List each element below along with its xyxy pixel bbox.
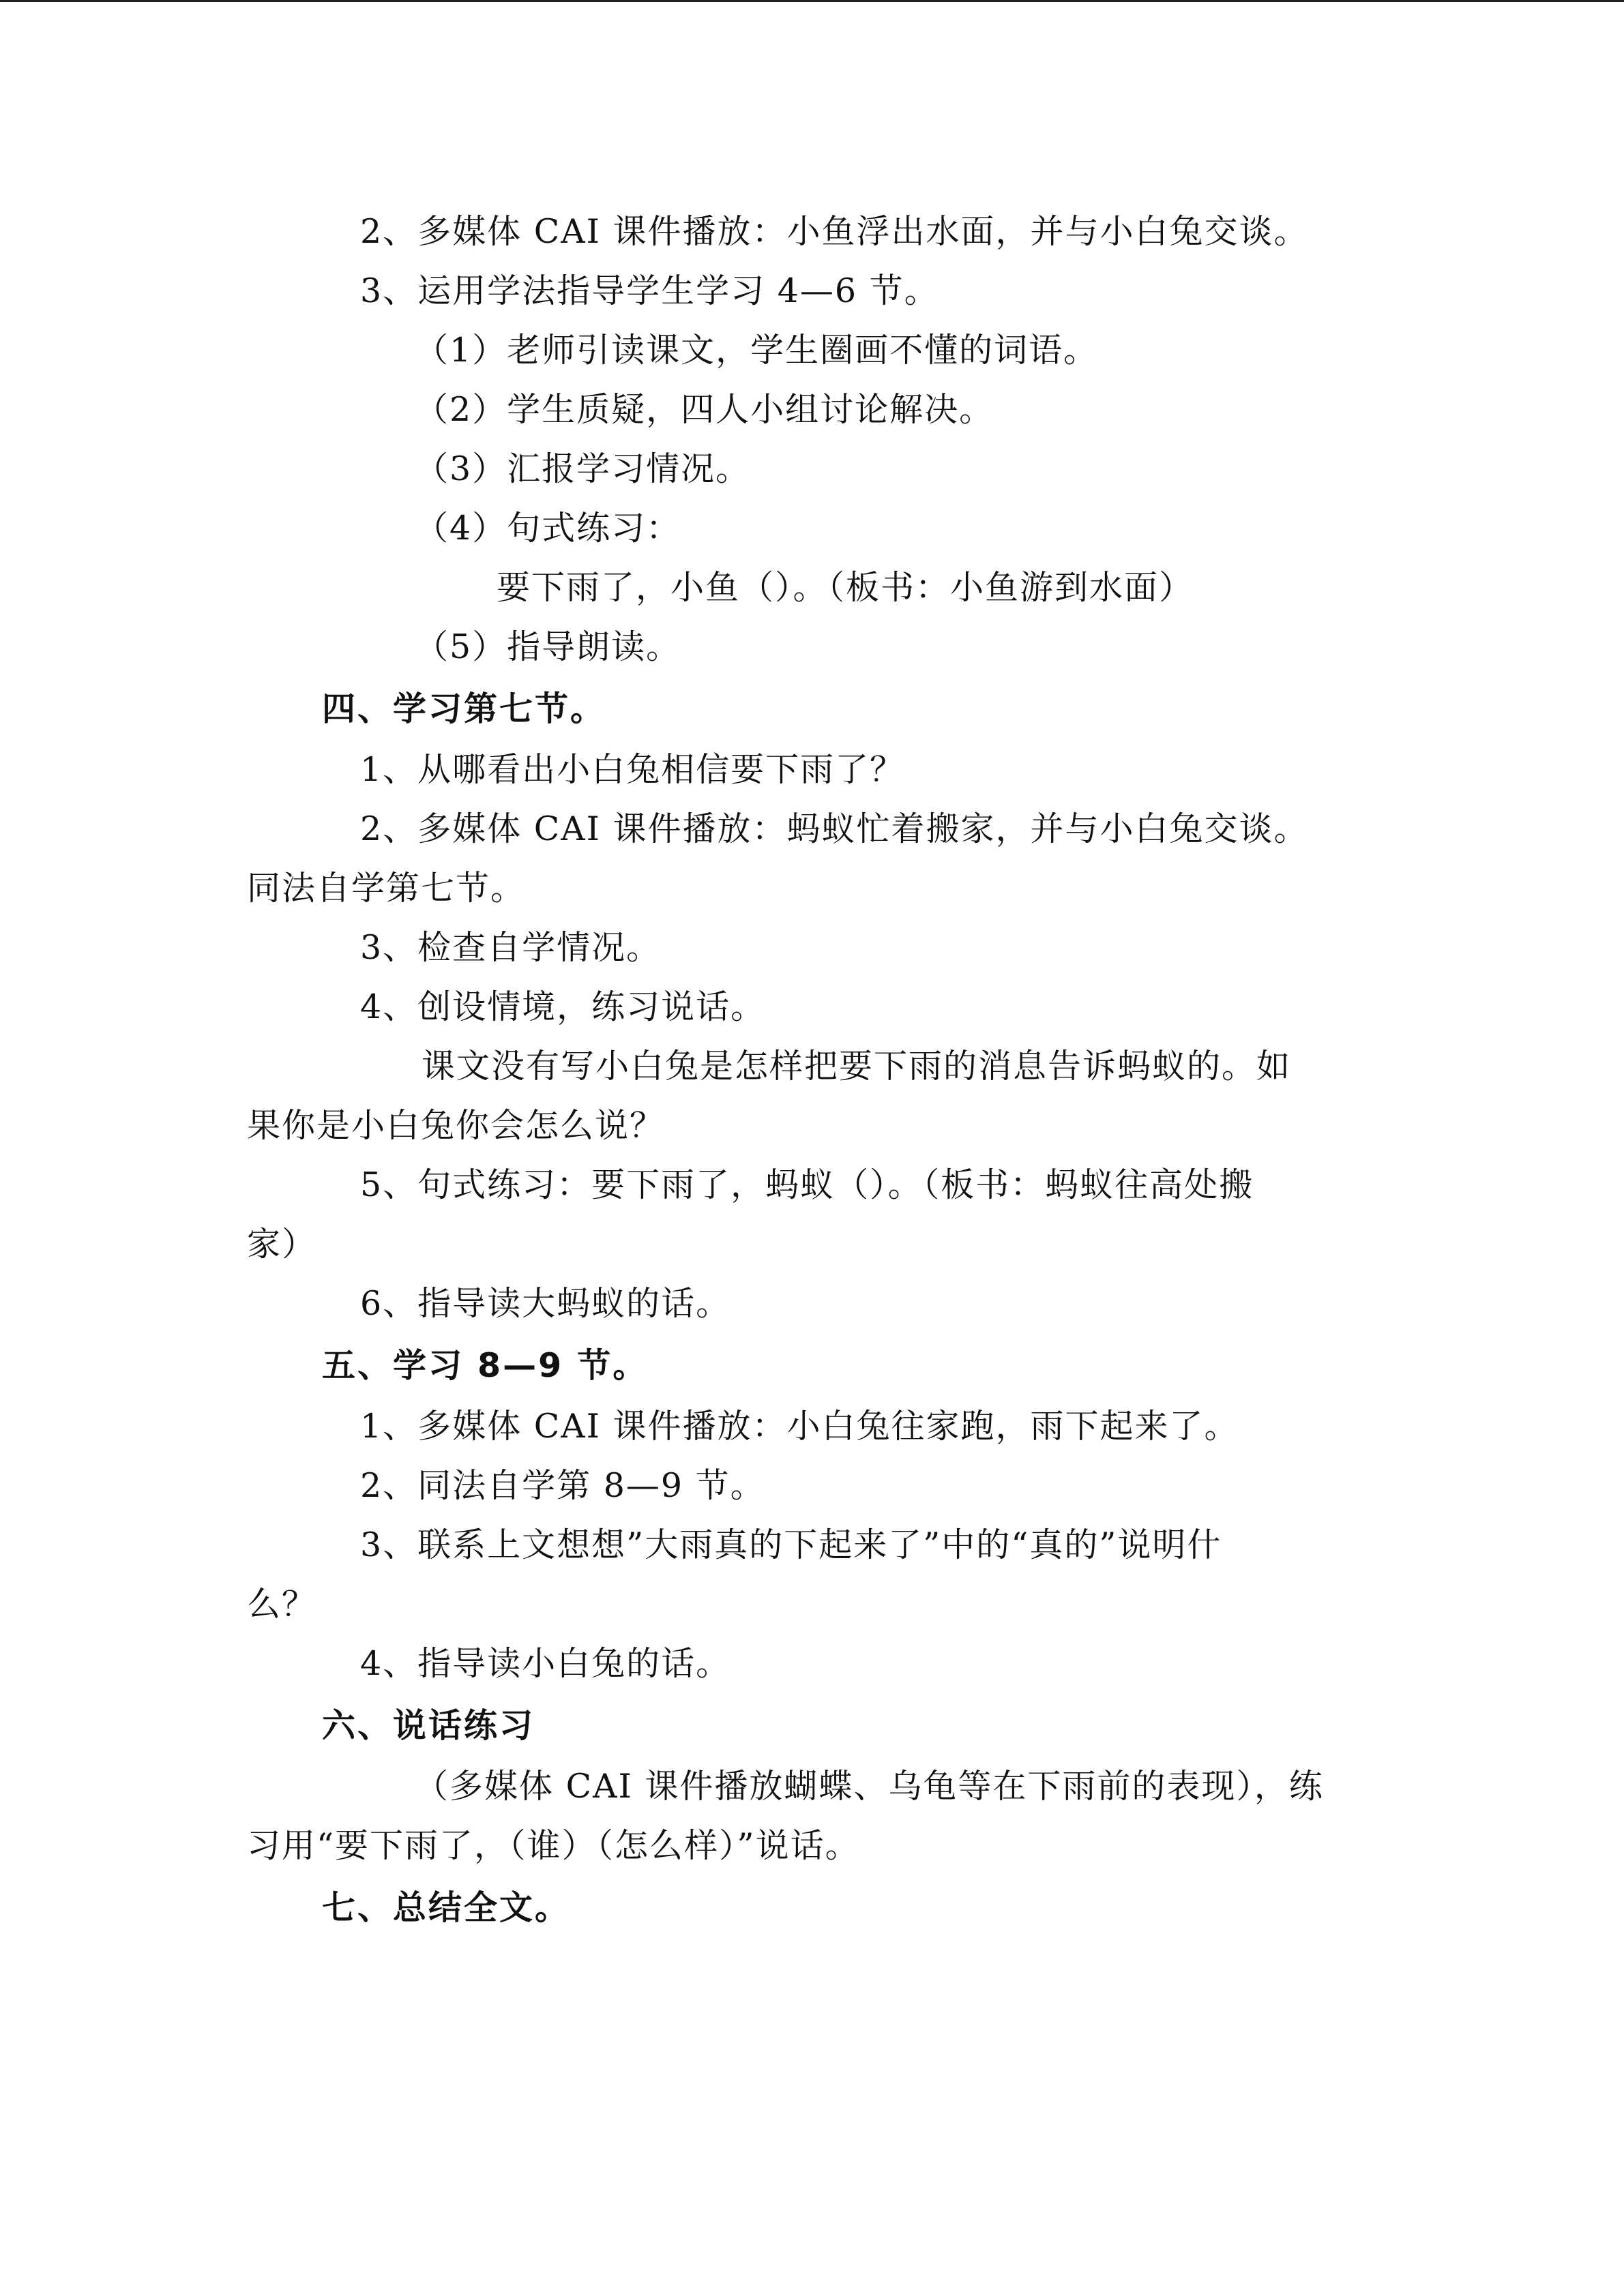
step-cai-ant: 2、多媒体 CAI 课件播放：蚂蚁忙着搬家，并与小白兔交谈。 [360, 809, 1309, 848]
step-read-rabbit: 4、指导读小白兔的话。 [360, 1644, 731, 1683]
substep-1: （1）老师引读课文，学生圈画不懂的词语。 [415, 331, 1099, 370]
step-cai-ant-cont: 同法自学第七节。 [247, 869, 526, 908]
speaking-practice: （多媒体 CAI 课件播放蝴蝶、乌龟等在下雨前的表现），练 [415, 1767, 1324, 1806]
step-cai-fish: 2、多媒体 CAI 课件播放：小鱼浮出水面，并与小白兔交谈。 [360, 212, 1309, 251]
step-context: 3、联系上文想想”大雨真的下起来了”中的“真的”说明什 [360, 1525, 1222, 1564]
scenario-text: 课文没有写小白兔是怎样把要下雨的消息告诉蚂蚁的。如 [422, 1047, 1292, 1086]
substep-3: （3）汇报学习情况。 [415, 449, 751, 488]
step-study-4-6: 3、运用学法指导学生学习 4—6 节。 [360, 271, 939, 310]
substep-4: （4）句式练习： [415, 509, 681, 548]
step-context-cont: 么？ [247, 1585, 317, 1624]
step-cai-rabbit: 1、多媒体 CAI 课件播放：小白兔往家跑，雨下起来了。 [360, 1407, 1239, 1446]
step-sentence-ant: 5、句式练习：要下雨了，蚂蚁（）。（板书：蚂蚁往高处搬 [360, 1165, 1254, 1204]
substep-5: （5）指导朗读。 [415, 627, 681, 666]
substep-2: （2）学生质疑，四人小组讨论解决。 [415, 390, 994, 429]
scenario-text-cont: 果你是小白兔你会怎么说？ [247, 1106, 665, 1145]
step-scenario: 4、创设情境，练习说话。 [360, 987, 766, 1026]
step-check: 3、检查自学情况。 [360, 928, 662, 967]
section-heading-4: 四、学习第七节。 [322, 689, 606, 728]
speaking-practice-cont: 习用“要下雨了，（谁）（怎么样）”说话。 [247, 1826, 860, 1865]
section-heading-5: 五、学习 8—9 节。 [322, 1346, 649, 1385]
step-where-rabbit: 1、从哪看出小白兔相信要下雨了？ [360, 750, 905, 789]
step-read-ant: 6、指导读大蚂蚁的话。 [360, 1284, 731, 1323]
step-sentence-ant-cont: 家） [247, 1225, 317, 1264]
section-heading-7: 七、总结全文。 [322, 1888, 571, 1927]
section-heading-6: 六、说话练习 [322, 1706, 535, 1745]
sentence-practice-fish: 要下雨了，小鱼（）。（板书：小鱼游到水面） [497, 568, 1194, 607]
step-self-study: 2、同法自学第 8—9 节。 [360, 1466, 765, 1505]
